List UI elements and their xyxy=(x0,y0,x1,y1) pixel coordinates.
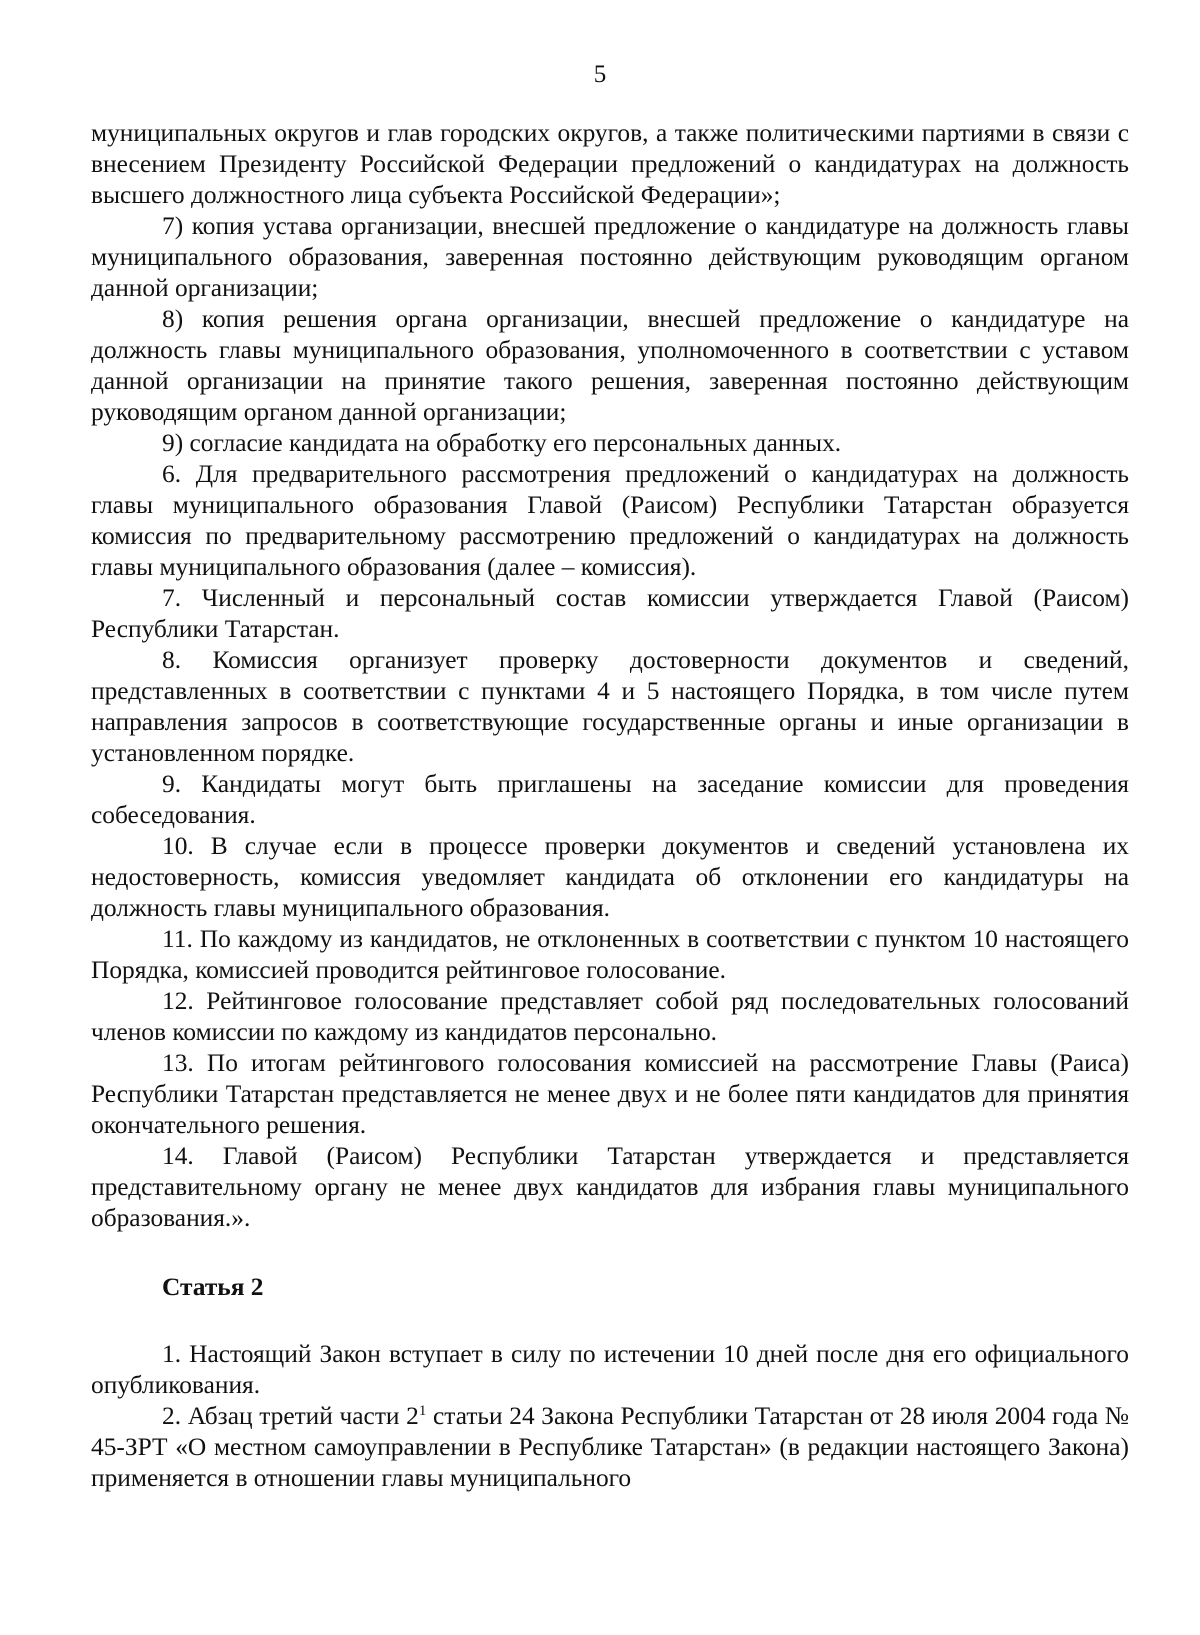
paragraph-point-7: 7. Численный и персональный состав комиссии утверждается Главой (Раисом) Республики Татарстан. xyxy=(91,584,1129,643)
paragraph-point-8: 8. Комиссия организует проверку достоверности документов и сведений, представленных в соответствии с пунктами 4 и 5 настоящего Порядка, в том числе путем направления запросов в соответствующие государственные органы и иные организации в установленном порядке. xyxy=(91,646,1129,767)
paragraph-item-9: 9) согласие кандидата на обработку его персональных данных. xyxy=(162,429,842,457)
article-paragraph-2-rest: статьи 24 Закона Республики Татарстан от 28 июля 2004 года № 45-ЗРТ «О местном самоуправлении в Республике Татарстан» (в редакции настоящего Закона) применяется в отношении главы муниципального xyxy=(91,1402,1129,1492)
paragraph-point-9: 9. Кандидаты могут быть приглашены на заседание комиссии для проведения собеседования. xyxy=(91,770,1129,829)
document-body xyxy=(91,118,1129,1494)
article-heading: Статья 2 xyxy=(162,1273,264,1301)
superscript-index: 1 xyxy=(418,1403,427,1419)
article-paragraph-1: 1. Настоящий Закон вступает в силу по истечении 10 дней после дня его официального опубликования. xyxy=(91,1340,1129,1399)
page-number: 5 xyxy=(593,61,607,88)
paragraph-point-6: 6. Для предварительного рассмотрения предложений о кандидатурах на должность главы муниципального образования Главой (Раисом) Республики Татарстан образуется комиссия по предварительному рассмотрению предложений о кандидатурах на должность главы муниципального образования (далее – комиссия). xyxy=(91,460,1129,581)
article-paragraph-2-start: 2. Абзац третий части 2 xyxy=(162,1402,419,1430)
article-paragraph-2 xyxy=(91,1401,1129,1494)
paragraph-item-7: 7) копия устава организации, внесшей предложение о кандидатуре на должность главы муниципального образования, заверенная постоянно действующим руководящим органом данной организации; xyxy=(91,212,1129,302)
paragraph-point-10: 10. В случае если в процессе проверки документов и сведений установлена их недостоверность, комиссия уведомляет кандидата об отклонении его кандидатуры на должность главы муниципального образования. xyxy=(91,832,1129,922)
paragraph-point-12: 12. Рейтинговое голосование представляет собой ряд последовательных голосований членов комиссии по каждому из кандидатов персонально. xyxy=(91,987,1129,1046)
paragraph-item-8: 8) копия решения органа организации, внесшей предложение о кандидатуре на должность главы муниципального образования, уполномоченного в соответствии с уставом данной организации на принятие такого решения, заверенная постоянно действующим руководящим органом данной организации; xyxy=(91,305,1129,426)
paragraph-point-13: 13. По итогам рейтингового голосования комиссией на рассмотрение Главы (Раиса) Республики Татарстан представляется не менее двух и не более пяти кандидатов для принятия окончательного решения. xyxy=(91,1049,1129,1139)
paragraph-continuation: муниципальных округов и глав городских округов, а также политическими партиями в связи с внесением Президенту Российской Федерации предложений о кандидатурах на должность высшего должностного лица субъекта Российской Федерации»; xyxy=(91,119,1129,209)
paragraph-point-14: 14. Главой (Раисом) Республики Татарстан утверждается и представляется представительному органу не менее двух кандидатов для избрания главы муниципального образования.». xyxy=(91,1142,1129,1232)
paragraph-point-11: 11. По каждому из кандидатов, не отклоненных в соответствии с пунктом 10 настоящего Порядка, комиссией проводится рейтинговое голосование. xyxy=(91,925,1129,984)
